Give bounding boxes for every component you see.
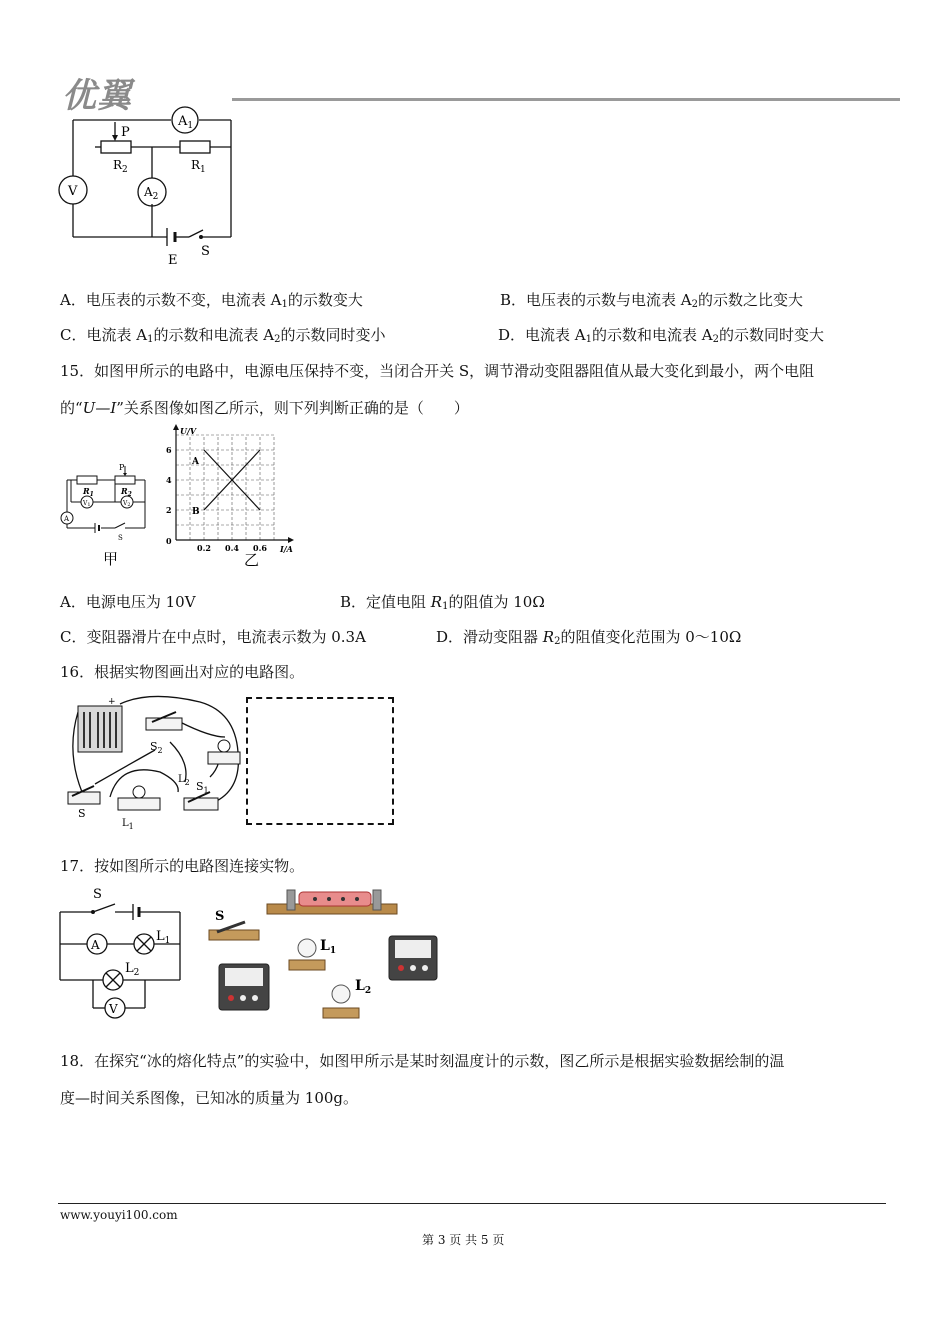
q15-yi-caption: 乙	[244, 551, 260, 569]
battery-plus: +	[108, 697, 116, 707]
series-label-a: A	[192, 457, 199, 467]
q16-s1-label: $S_1$	[196, 780, 209, 795]
brand-logo: 优翼	[62, 76, 132, 116]
q14-option-b[interactable]: B．电压表的示数与电流表 $A_2$的示数之比变大	[500, 291, 804, 310]
q16-s2-label: $S_2$	[150, 740, 163, 755]
q14-option-d[interactable]: D．电流表 $A_1$的示数和电流表 $A_2$的示数同时变大	[498, 326, 825, 345]
slider-p-label: P	[121, 125, 130, 140]
q17-l2-object-label: $L_2$	[355, 978, 372, 996]
q15-option-b[interactable]: B．定值电阻 $R_1$的阻值为 10Ω	[340, 593, 545, 612]
x-tick-label: 0.4	[225, 543, 239, 553]
q17-voltmeter-label: V	[109, 1002, 118, 1016]
q16-l1-label: $L_1$	[122, 818, 134, 831]
footer-url[interactable]: www.youyi100.com	[60, 1208, 178, 1222]
resistor-r1-label: $R_1$	[191, 158, 206, 175]
ammeter-a1-label: $A_1$	[178, 114, 194, 131]
q15-chart-origin: 0	[166, 536, 172, 546]
q15-ui-chart	[158, 422, 303, 572]
q15-v1-label: V1	[83, 500, 91, 508]
q18-stem-line1: 18．在探究“冰的熔化特点”的实验中，如图甲所示是某时刻温度计的示数，图乙所示是根据实验数据绘制的温	[60, 1052, 785, 1070]
q15-stem-line2: 的“U—I”关系图像如图乙所示，则下列判断正确的是（ ）	[60, 399, 469, 417]
q16-s-label: S	[78, 807, 86, 820]
y-tick-label: 4	[166, 475, 172, 485]
ammeter-a2-label: $A_2$	[144, 185, 159, 202]
q17-l1-object-label: $L_1$	[320, 938, 337, 956]
q16-answer-box[interactable]	[246, 697, 394, 825]
q17-circuit-diagram	[55, 884, 195, 1024]
page-number: 第 3 页 共 5 页	[422, 1233, 505, 1247]
q17-s-label: S	[93, 887, 102, 902]
switch-s-label: S	[201, 244, 210, 259]
q16-l2-label: $L_2$	[178, 774, 190, 787]
q17-stem: 17．按如图所示的电路图连接实物。	[60, 857, 305, 875]
q15-r1-label: $R_1$	[83, 486, 94, 498]
q17-ammeter-label: A	[91, 938, 100, 952]
x-tick-label: 0.6	[253, 543, 267, 553]
q16-stem: 16．根据实物图画出对应的电路图。	[60, 663, 305, 681]
q16-physical-circuit	[60, 692, 250, 832]
x-tick-label: 0.2	[197, 543, 211, 553]
q17-l2-label: $L_2$	[125, 961, 140, 978]
q15-v2-label: V2	[123, 500, 131, 508]
q15-jia-caption: 甲	[103, 550, 119, 568]
q15-option-a[interactable]: A．电源电压为 10V	[60, 593, 196, 611]
q15-option-c[interactable]: C．变阻器滑片在中点时，电流表示数为 0.3A	[60, 628, 366, 646]
q15-chart-xlabel: I/A	[280, 544, 293, 554]
y-tick-label: 6	[166, 445, 172, 455]
q14-circuit-diagram	[55, 104, 245, 274]
q15-ammeter-label: A	[64, 515, 70, 523]
q15-chart-ylabel: U/V	[180, 426, 197, 436]
q18-stem-line2: 度—时间关系图像，已知冰的质量为 100g。	[60, 1089, 359, 1107]
resistor-r2-label: $R_2$	[113, 158, 128, 175]
series-label-b: B	[192, 507, 200, 517]
q15-slider-p: P	[119, 463, 125, 472]
q14-option-a[interactable]: A．电压表的示数不变，电流表 $A_1$的示数变大	[60, 291, 363, 310]
q15-r2-label: $R_2$	[121, 486, 132, 498]
battery-e-label: E	[168, 253, 178, 268]
q17-l1-label: $L_1$	[156, 929, 171, 946]
q17-switch-object-label: S	[215, 909, 225, 924]
y-tick-label: 2	[166, 505, 172, 515]
voltmeter-label: V	[68, 184, 78, 199]
q15-switch-label: S	[118, 534, 123, 542]
q14-option-c[interactable]: C．电流表 $A_1$的示数和电流表 $A_2$的示数同时变小	[60, 326, 386, 345]
q17-physical-components	[205, 884, 445, 1024]
q15-stem-line1: 15．如图甲所示的电路中，电源电压保持不变，当闭合开关 S，调节滑动变阻器阻值从最大变化到最小，两个电阻	[60, 362, 815, 380]
footer-rule	[58, 1203, 886, 1204]
header-rule	[232, 98, 900, 101]
q15-option-d[interactable]: D．滑动变阻器 $R_2$的阻值变化范围为 0～10Ω	[436, 628, 742, 647]
q15-circuit-jia	[55, 460, 170, 570]
